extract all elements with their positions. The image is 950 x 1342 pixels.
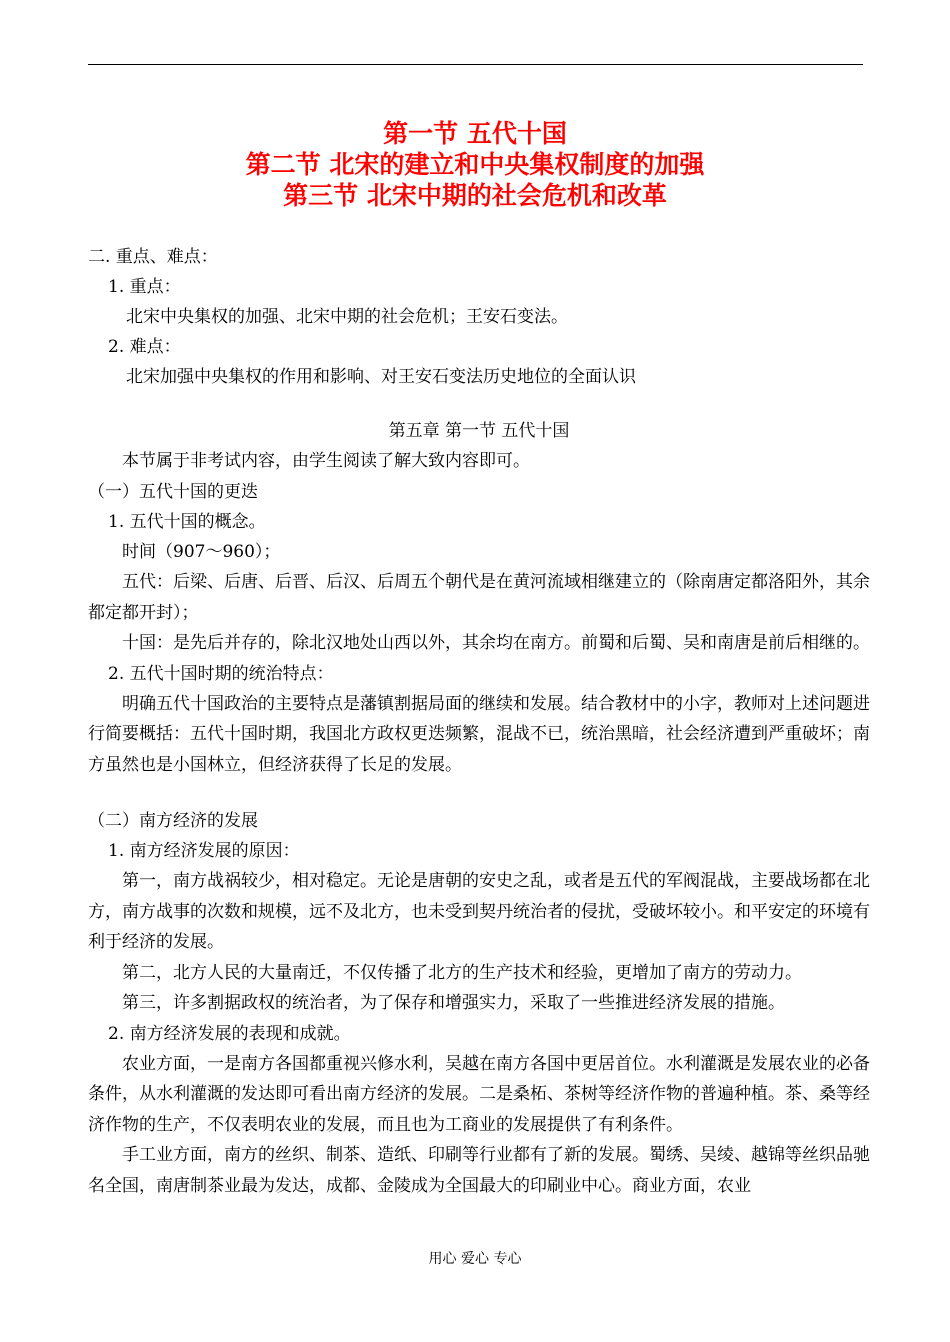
section-2-title: （二）南方经济的发展 (88, 811, 258, 831)
section-2-agriculture: 农业方面，一是南方各国都重视兴修水利，吴越在南方各国中更居首位。水利灌溉是发展农业的必备条件，从水利灌溉的发达即可看出南方经济的发展。二是桑柘、茶树等经济作物的普遍种植。茶、桑等经济作物的生产，不仅表明农业的发展，而且也为工商业的发展提供了有利条件。 (88, 1053, 870, 1135)
difficult-points-text: 北宋加强中央集权的作用和影响、对王安石变法历史地位的全面认识 (126, 367, 636, 387)
chapter-heading: 第五章 第一节 五代十国 (388, 421, 570, 441)
section-2-handicraft: 手工业方面，南方的丝织、制茶、造纸、印刷等行业都有了新的发展。蜀绣、吴绫、越锦等丝织品驰名全国，南唐制茶业最为发达，成都、金陵成为全国最大的印刷业中心。商业方面，农业 (88, 1145, 870, 1196)
key-points-text: 北宋中央集权的加强、北宋中期的社会危机；王安石变法。 (126, 307, 568, 327)
document-body (88, 242, 870, 1201)
title-line-1: 第一节 五代十国 (383, 119, 567, 148)
focus-heading: 二. 重点、难点： (88, 247, 218, 267)
title-block (0, 118, 950, 211)
page-footer: 用心 爱心 专心 (428, 1251, 522, 1267)
header-rule (88, 64, 863, 65)
title-line-2: 第二节 北宋的建立和中央集权制度的加强 (245, 150, 705, 179)
chapter-intro: 本节属于非考试内容，由学生阅读了解大致内容即可。 (122, 451, 530, 471)
difficult-points-label: 2. 难点： (108, 337, 181, 357)
section-2-first-reason: 第一，南方战祸较少，相对稳定。无论是唐朝的安史之乱，或者是五代的军阀混战，主要战场都在北方，南方战事的次数和规模，远不及北方，也未受到契丹统治者的侵扰，受破坏较小。和平安定的环境有利于经济的发展。 (88, 871, 870, 952)
section-2-item-1: 1. 南方经济发展的原因： (108, 841, 300, 861)
spacer (88, 780, 870, 806)
section-1-item-2: 2. 五代十国时期的统治特点： (108, 663, 334, 684)
section-1-shiguo: 十国：是先后并存的，除北汉地处山西以外，其余均在南方。前蜀和后蜀、吴和南唐是前后相继的。 (122, 633, 870, 653)
section-1-feature: 明确五代十国政治的主要特点是藩镇割据局面的继续和发展。结合教材中的小字，教师对上述问题进行简要概括：五代十国时期，我国北方政权更迭频繁，混战不已，统治黑暗，社会经济遭到严重破坏；南方虽然也是小国林立，但经济获得了长足的发展。 (88, 693, 870, 775)
section-1-title: （一）五代十国的更迭 (88, 481, 258, 502)
section-2-item-2: 2. 南方经济发展的表现和成就。 (108, 1023, 351, 1044)
section-1-wudai: 五代：后梁、后唐、后晋、后汉、后周五个朝代是在黄河流域相继建立的（除南唐定都洛阳外，其余都定都开封）； (88, 572, 870, 623)
key-points-label: 1. 重点： (108, 277, 181, 297)
section-1-item-1: 1. 五代十国的概念。 (108, 511, 266, 532)
section-1-time: 时间（907～960）； (122, 541, 281, 562)
title-line-3: 第三节 北宋中期的社会危机和改革 (283, 181, 667, 210)
section-2-third-reason: 第三，许多割据政权的统治者，为了保存和增强实力，采取了一些推进经济发展的措施。 (122, 993, 785, 1013)
section-2-second-reason: 第二，北方人民的大量南迁，不仅传播了北方的生产技术和经验，更增加了南方的劳动力。 (122, 962, 802, 983)
